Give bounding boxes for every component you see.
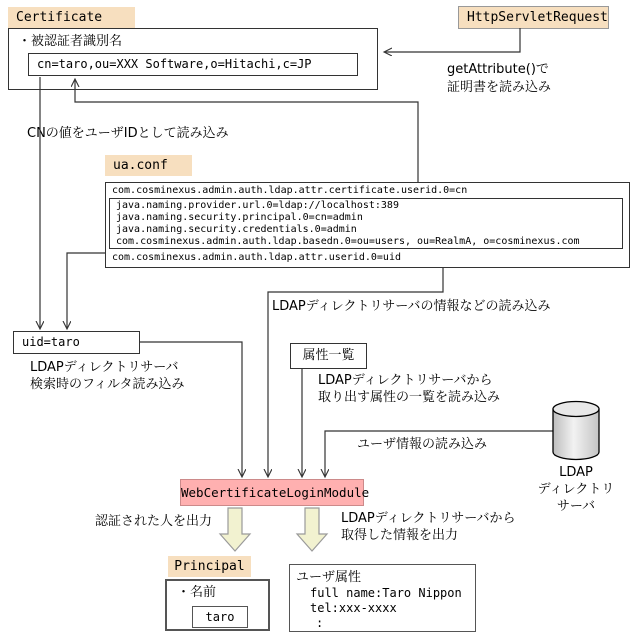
user-attr-tel: tel:xxx-xxxx [310, 601, 397, 615]
user-attr-ellipsis: : [316, 616, 324, 630]
attr-output-arrow-icon [297, 508, 327, 551]
uid-note-line1: LDAPディレクトリサーバ [30, 360, 179, 375]
user-attr-fullname: full name:Taro Nippon [310, 586, 462, 600]
user-attr-title: ユーザ属性 [296, 570, 362, 585]
uaconf-line-provider-url: java.naming.provider.url.0=ldap://localhost:389 [116, 200, 399, 211]
attr-output-note-line2: 取得した情報を出力 [341, 528, 459, 543]
uid-note-line2: 検索時のフィルタ読み込み [30, 377, 185, 392]
certificate-dn-value: cn=taro,ou=XXX Software,o=Hitachi,c=JP [28, 53, 358, 76]
user-info-read-note: ユーザ情報の読み込み [357, 437, 488, 452]
principal-field-title: ・名前 [177, 585, 217, 600]
httpservletrequest-label: HttpServletRequest [458, 6, 609, 29]
principal-output-arrow-icon [220, 508, 250, 551]
principal-value: taro [192, 606, 248, 628]
principal-output-note: 認証された人を出力 [95, 514, 213, 529]
ldap-server-name-line3: サーバ [556, 499, 596, 514]
attr-output-note-line1: LDAPディレクトリサーバから [341, 511, 516, 526]
uaconf-label: ua.conf [105, 155, 192, 176]
ldap-server-name-line1: LDAP [559, 465, 593, 480]
attr-note-line2: 取り出す属性の一覧を読み込み [318, 390, 501, 405]
uaconf-line-security-principal: java.naming.security.principal.0=cn=admin [116, 212, 363, 223]
cn-read-note: CNの値をユーザIDとして読み込み [27, 126, 229, 141]
arrow-getattribute [385, 28, 520, 52]
attribute-list-box: 属性一覧 [290, 343, 367, 369]
getattribute-note-line1: getAttribute()で [447, 62, 549, 77]
principal-label: Principal [168, 556, 251, 577]
certificate-field-title: ・被認証者識別名 [18, 34, 123, 49]
uaconf-line-basedn: com.cosminexus.admin.auth.ldap.basedn.0=ou=users, ou=RealmA, o=cosminexus.com [116, 236, 580, 247]
certificate-label: Certificate [8, 7, 135, 28]
getattribute-note-line2: 証明書を読み込み [447, 80, 552, 95]
web-certificate-login-module-box: WebCertificateLoginModule [180, 479, 364, 506]
uaconf-inner-box [109, 198, 623, 249]
ldap-info-note: LDAPディレクトリサーバの情報などの読み込み [272, 299, 551, 314]
uaconf-line-attr-userid: com.cosminexus.admin.auth.ldap.attr.userid.0=uid [112, 252, 401, 263]
database-cylinder-icon [553, 402, 599, 460]
user-attr-box [289, 564, 476, 632]
uaconf-line-security-credentials: java.naming.security.credentials.0=admin [116, 224, 357, 235]
attr-note-line1: LDAPディレクトリサーバから [318, 373, 493, 388]
uid-filter-box: uid=taro [13, 331, 140, 354]
uaconf-line-certificate-userid: com.cosminexus.admin.auth.ldap.attr.certificate.userid.0=cn [112, 185, 468, 196]
ldap-server-name-line2: ディレクトリ [537, 482, 615, 497]
arrow-uaconf-to-uid-filter [67, 253, 105, 328]
